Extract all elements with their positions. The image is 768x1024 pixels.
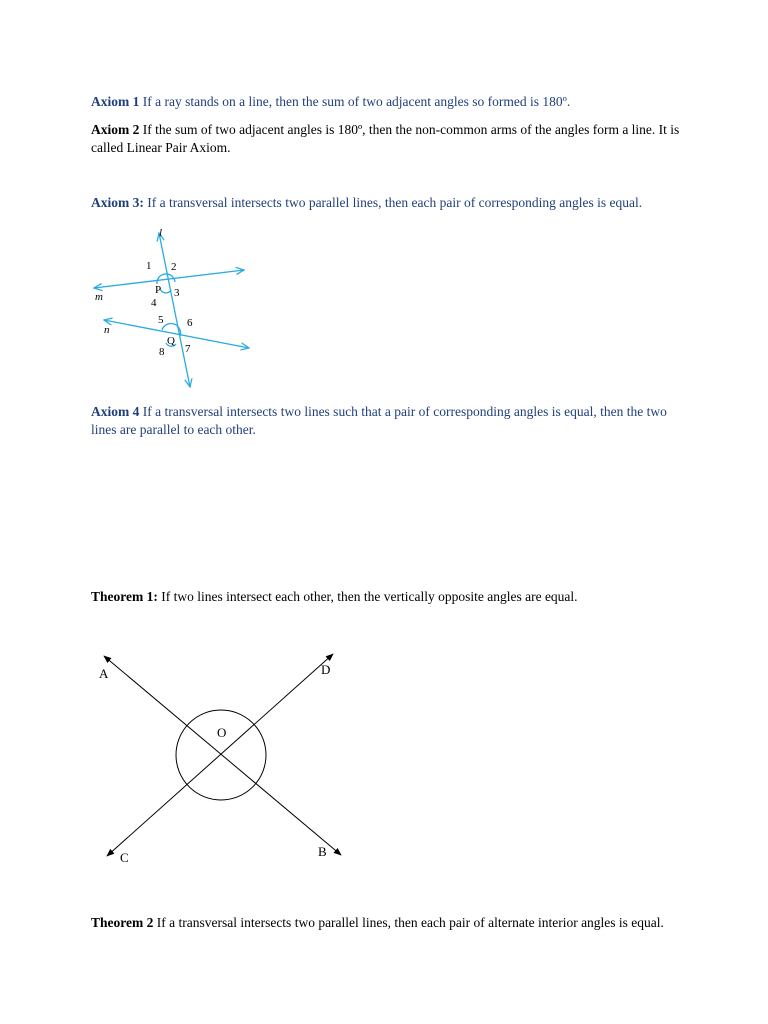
label-l: l	[159, 227, 163, 239]
theorem-1	[91, 588, 691, 606]
axiom-1-label: Axiom 1	[91, 94, 140, 109]
label-o: O	[217, 725, 227, 740]
angle-8: 8	[159, 346, 165, 358]
theorem-2	[91, 914, 691, 932]
angle-5: 5	[158, 314, 164, 326]
line-cd	[107, 654, 333, 856]
theorem-2-text: If a transversal intersects two parallel lines, then each pair of alternate interior angles is equal.	[153, 915, 664, 930]
axiom-3-label: Axiom 3:	[91, 195, 144, 210]
axiom-2	[91, 121, 691, 157]
angle-3: 3	[174, 287, 180, 299]
axiom-4-label: Axiom 4	[91, 404, 140, 419]
figure-1-lines	[94, 233, 249, 387]
axiom-1-text: If a ray stands on a line, then the sum of two adjacent angles so formed is 180º.	[139, 94, 571, 109]
angle-2: 2	[171, 261, 177, 273]
angle-arc-p	[157, 274, 175, 284]
axiom-2-text: If the sum of two adjacent angles is 180º, then the non-common arms of the angles form a line. It is called Linear Pair Axiom.	[91, 122, 680, 155]
angle-7: 7	[185, 343, 191, 355]
theorem-1-label: Theorem 1:	[91, 589, 158, 604]
line-m	[94, 270, 244, 288]
line-n	[104, 320, 249, 348]
angle-6: 6	[187, 317, 193, 329]
transversal-l	[159, 233, 190, 387]
axiom-4-text: If a transversal intersects two lines such that a pair of corresponding angles is equal, then the two lines are parallel to each other.	[91, 404, 667, 437]
axiom-3	[91, 194, 691, 212]
angle-arc-q	[162, 324, 180, 336]
label-b: B	[318, 844, 327, 859]
label-a: A	[99, 666, 109, 681]
intersecting-lines-figure	[104, 654, 341, 856]
axiom-1	[91, 93, 691, 111]
axiom-3-text: If a transversal intersects two parallel lines, then each pair of corresponding angles is equal.	[143, 195, 643, 210]
label-p: P	[155, 284, 162, 296]
axiom-4	[91, 403, 691, 439]
angle-arc-q-lower	[166, 343, 176, 346]
axiom-2-label: Axiom 2	[91, 122, 140, 137]
angle-circle-o	[176, 710, 266, 800]
theorem-2-label: Theorem 2	[91, 915, 154, 930]
line-ab	[104, 656, 341, 855]
label-m: m	[95, 291, 103, 303]
angle-4: 4	[151, 297, 157, 309]
angle-1: 1	[146, 260, 152, 272]
theorem-1-text: If two lines intersect each other, then the vertically opposite angles are equal.	[157, 589, 578, 604]
label-q: Q	[167, 335, 175, 347]
label-c: C	[120, 850, 129, 865]
label-n: n	[104, 324, 110, 336]
label-d: D	[321, 662, 331, 677]
angle-arc-p-lower	[160, 288, 171, 293]
